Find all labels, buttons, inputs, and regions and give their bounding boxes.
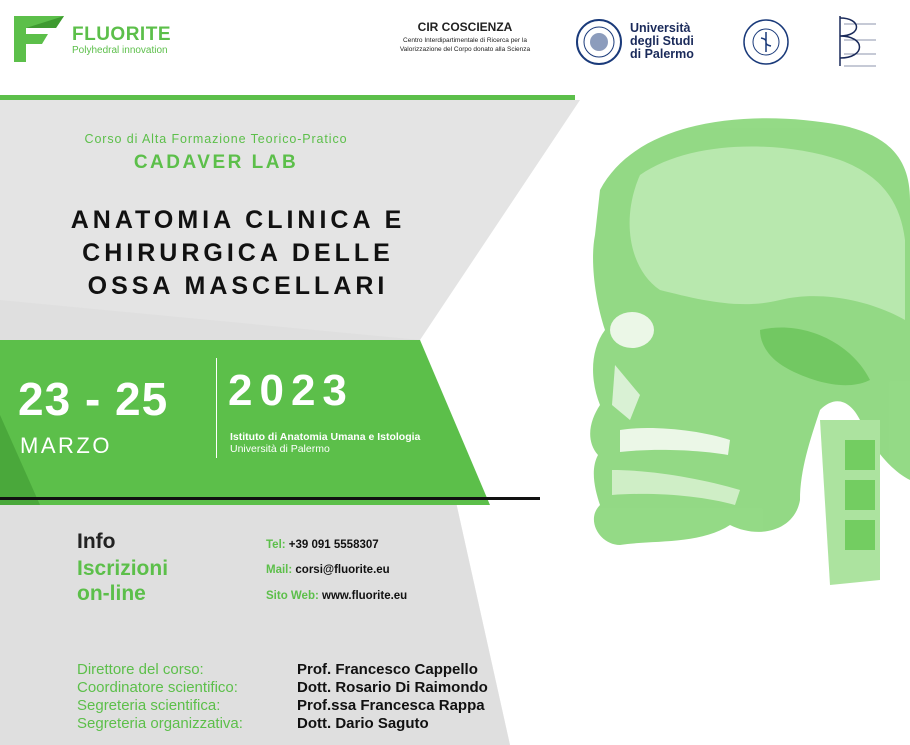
staff-role: Coordinatore scientifico: [77, 679, 238, 696]
staff-name: Prof. Francesco Cappello [297, 661, 478, 678]
unipa-line: Università [630, 21, 691, 35]
staff-role: Direttore del corso: [77, 661, 204, 678]
event-month: MARZO [20, 433, 112, 458]
contact-value: corsi@fluorite.eu [295, 564, 390, 576]
unipa-line: di Palermo [630, 47, 694, 61]
contact-mail[interactable] [266, 564, 390, 576]
registration-heading [77, 556, 168, 606]
unipa-name [630, 22, 694, 61]
main-title-line: CHIRURGICA DELLE [82, 239, 394, 267]
bind-logo-icon [832, 12, 880, 70]
course-title: CADAVER LAB [133, 152, 299, 173]
contact-label: Sito Web: [266, 590, 319, 602]
contact-label: Mail: [266, 564, 293, 576]
cir-title: CIR COSCIENZA [417, 20, 513, 34]
top-green-stripe [0, 95, 575, 100]
staff-name: Dott. Rosario Di Raimondo [297, 679, 488, 696]
event-year: 2023 [228, 366, 354, 415]
contact-value: www.fluorite.eu [322, 590, 408, 602]
contact-label: Tel: [266, 539, 286, 551]
unipa-seal-icon [575, 18, 623, 66]
contact-phone[interactable] [266, 539, 379, 551]
band-bottom-rule [0, 497, 540, 500]
contact-value: +39 091 5558307 [288, 539, 379, 551]
info-heading: Info [77, 530, 116, 553]
skull-xray-image [590, 118, 910, 585]
fluorite-logo-icon [12, 12, 66, 66]
date-divider [216, 358, 217, 458]
registration-line: on-line [77, 582, 146, 605]
cir-subtitle: Centro Interdipartimentale di Ricerca per la Valorizzazione del Corpo donato alla Scienza [399, 37, 531, 53]
staff-name: Dott. Dario Saguto [297, 715, 429, 732]
main-title-line: OSSA MASCELLARI [87, 272, 389, 300]
main-title-line: ANATOMIA CLINICA E [70, 206, 406, 234]
event-venue: Istituto di Anatomia Umana e Istologia [230, 431, 421, 443]
contact-website[interactable] [266, 590, 407, 602]
course-subtitle: Corso di Alta Formazione Teorico-Pratico [84, 132, 348, 146]
staff-role: Segreteria organizzativa: [77, 715, 243, 732]
logo-tagline: Polyhedral innovation [72, 45, 168, 56]
event-days: 23 - 25 [18, 373, 169, 425]
unipa-line: degli Studi [630, 34, 694, 48]
policlinico-seal-icon [742, 18, 790, 66]
staff-name: Prof.ssa Francesca Rappa [297, 697, 485, 714]
staff-role: Segreteria scientifica: [77, 697, 221, 714]
registration-line: Iscrizioni [77, 557, 169, 580]
main-title [18, 204, 458, 303]
logo-name: FLUORITE [72, 24, 171, 45]
event-venue-sub: Università di Palermo [230, 443, 330, 455]
